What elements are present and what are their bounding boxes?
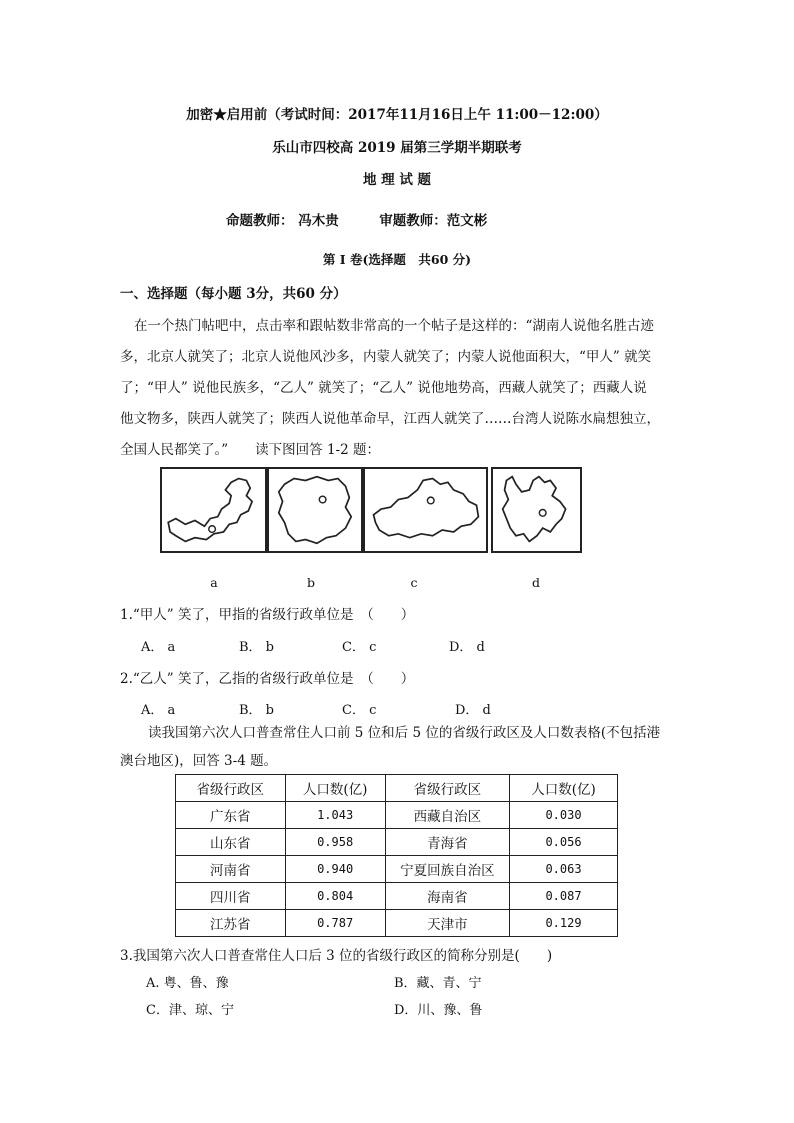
question-3-stem: 3.我国第六次人口普查常住人口后 3 位的省级行政区的简称分别是( )	[120, 948, 553, 964]
table-cell: 0.030	[510, 802, 618, 829]
table-row	[176, 802, 618, 829]
map-d	[491, 467, 582, 553]
subject-title: 地 理 试 题	[362, 172, 432, 188]
table-cell: 宁夏回族自治区	[385, 856, 509, 883]
map-label-b: b	[306, 575, 315, 590]
map-d-outline-icon	[493, 469, 580, 551]
table-row	[176, 910, 618, 937]
q3-option-a[interactable]: A. 粤、鲁、豫	[146, 976, 229, 991]
table-header-row	[176, 775, 618, 802]
passage-line-1: 在一个热门帖吧中，点击率和跟帖数非常高的一个帖子是这样的：“湖南人说他名胜古迹	[134, 318, 654, 334]
table-cell: 0.958	[285, 829, 385, 856]
table-row	[176, 883, 618, 910]
question-1-stem: 1.“甲人” 笑了，甲指的省级行政单位是 （ ）	[120, 607, 415, 623]
map-a-outline-icon	[162, 469, 265, 551]
q3-option-b[interactable]: B．藏、青、宁	[394, 976, 482, 991]
map-c-outline-icon	[365, 469, 486, 551]
table-cell: 0.087	[510, 883, 618, 910]
population-table	[175, 774, 618, 937]
passage-line-3: 了；“甲人” 说他民族多，“乙人” 就笑了；“乙人” 说他地势高，西藏人就笑了；西藏人说	[120, 380, 647, 396]
table-cell: 1.043	[285, 802, 385, 829]
table-cell: 四川省	[176, 883, 286, 910]
table-cell: 0.787	[285, 910, 385, 937]
question-2-stem: 2.“乙人” 笑了，乙指的省级行政单位是 （ ）	[120, 671, 415, 687]
table-cell: 天津市	[385, 910, 509, 937]
q1-option-d[interactable]: D． d	[449, 640, 485, 655]
table-cell: 江苏省	[176, 910, 286, 937]
q3-option-d[interactable]: D．川、豫、鲁	[394, 1003, 483, 1018]
table-cell: 青海省	[385, 829, 509, 856]
passage-line-2: 多，北京人就笑了；北京人说他风沙多，内蒙人就笑了；内蒙人说他面积大，“甲人” 就笑	[120, 349, 652, 365]
map-b-outline-icon	[269, 469, 361, 551]
part-heading: 一、选择题（每小题 3分，共60 分）	[120, 286, 347, 302]
passage-line-4: 他文物多，陕西人就笑了；陕西人说他革命早，江西人就笑了……台湾人说陈水扁想独立，	[120, 411, 660, 427]
q2-option-c[interactable]: C． c	[342, 703, 377, 718]
table-header-cell: 省级行政区	[176, 775, 286, 802]
table-header-cell: 人口数(亿)	[510, 775, 618, 802]
map-c	[363, 467, 488, 553]
q2-option-b[interactable]: B． b	[239, 703, 275, 718]
map-b	[267, 467, 363, 553]
map-label-d: d	[531, 575, 540, 590]
table-cell: 0.056	[510, 829, 618, 856]
confidential-line: 加密★启用前（考试时间：2017年11月16日上午 11:00－12:00）	[186, 107, 608, 123]
q2-option-a[interactable]: A． a	[141, 703, 176, 718]
q1-option-c[interactable]: C． c	[342, 640, 377, 655]
q1-option-a[interactable]: A． a	[141, 640, 176, 655]
table-cell: 0.063	[510, 856, 618, 883]
teacher-line: 命题教师： 冯木贵 审题教师：范文彬	[226, 213, 488, 229]
q1-option-b[interactable]: B． b	[239, 640, 275, 655]
table-cell: 0.804	[285, 883, 385, 910]
map-a	[160, 467, 267, 553]
q2-option-d[interactable]: D． d	[455, 703, 491, 718]
q3-option-c[interactable]: C．津、琼、宁	[146, 1003, 234, 1018]
table-cell: 河南省	[176, 856, 286, 883]
map-label-a: a	[210, 575, 218, 590]
map-label-c: c	[410, 575, 418, 590]
table-cell: 海南省	[385, 883, 509, 910]
table-cell: 西藏自治区	[385, 802, 509, 829]
table-header-cell: 省级行政区	[385, 775, 509, 802]
exam-title: 乐山市四校高 2019 届第三学期半期联考	[272, 140, 522, 156]
passage-line-5: 全国人民都笑了。” 读下图回答 1-2 题：	[120, 442, 380, 458]
table-row	[176, 856, 618, 883]
table-cell: 山东省	[176, 829, 286, 856]
table-cell: 0.129	[510, 910, 618, 937]
table-header-cell: 人口数(亿)	[285, 775, 385, 802]
volume-heading: 第 I 卷(选择题 共60 分)	[322, 252, 472, 267]
intro-3-4-line-1: 读我国第六次人口普查常住人口前 5 位和后 5 位的省级行政区及人口数表格(不包括港	[148, 725, 661, 741]
table-cell: 广东省	[176, 802, 286, 829]
intro-3-4-line-2: 澳台地区)，回答 3-4 题。	[120, 753, 278, 769]
table-cell: 0.940	[285, 856, 385, 883]
table-row	[176, 829, 618, 856]
